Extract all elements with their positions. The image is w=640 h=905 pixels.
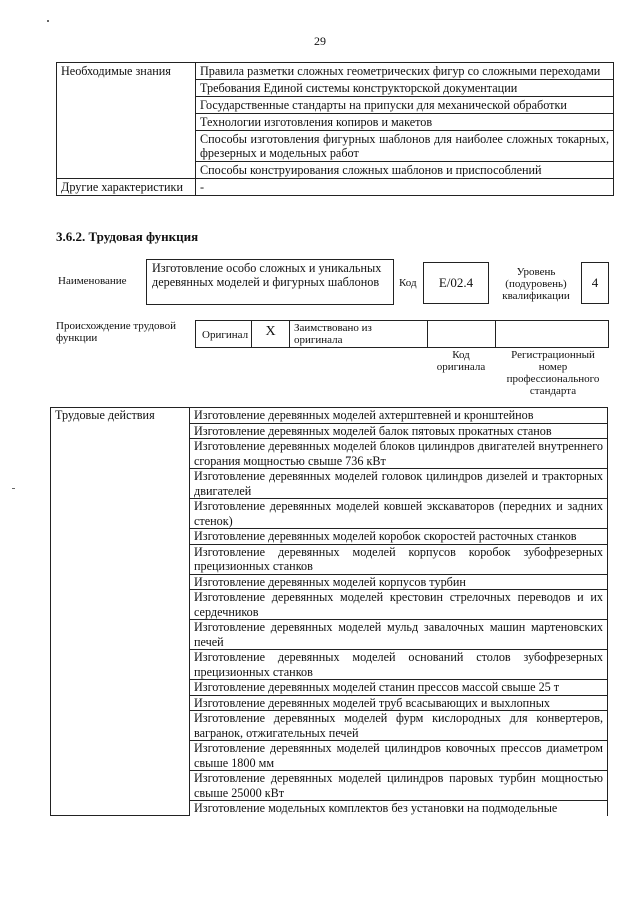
labor-action-item: Изготовление деревянных моделей станин прессов массой свыше 25 т bbox=[190, 680, 608, 696]
reg-number-caption: Регистрационный номер профессионального стандарта bbox=[506, 349, 600, 397]
labor-action-item: Изготовление деревянных моделей цилиндров паровых турбин мощностью свыше 25000 кВт bbox=[190, 771, 608, 801]
name-label: Наименование bbox=[58, 275, 127, 287]
labor-action-item: Изготовление деревянных моделей мульд завалочных машин мартеновских печей bbox=[190, 620, 608, 650]
labor-actions-table bbox=[50, 407, 608, 816]
labor-actions-label: Трудовые действия bbox=[51, 408, 190, 816]
level-label: Уровень (подуровень) квалификации bbox=[502, 266, 570, 302]
labor-action-item: Изготовление деревянных моделей коробок скоростей расточных станков bbox=[190, 529, 608, 545]
origin-label: Происхождение трудовой функции bbox=[56, 320, 177, 344]
required-knowledge-label: Необходимые знания bbox=[57, 63, 196, 179]
labor-action-item: Изготовление деревянных моделей корпусов коробок зубофрезерных прецизионных станков bbox=[190, 544, 608, 574]
labor-action-item: Изготовление деревянных моделей оснований столов зубофрезерных прецизионных станков bbox=[190, 650, 608, 680]
labor-action-item: Изготовление деревянных моделей корпусов турбин bbox=[190, 574, 608, 590]
labor-action-item: Изготовление деревянных моделей головок цилиндров дизелей и тракторных двигателей bbox=[190, 469, 608, 499]
labor-action-item: Изготовление деревянных моделей цилиндров ковочных прессов диаметром свыше 1800 мм bbox=[190, 741, 608, 771]
knowledge-row bbox=[57, 63, 614, 80]
origin-row bbox=[195, 320, 609, 348]
scan-mark bbox=[47, 20, 49, 22]
scan-mark bbox=[12, 488, 15, 489]
knowledge-item: Правила разметки сложных геометрических фигур со сложными переходами bbox=[196, 63, 614, 80]
section-title: 3.6.2. Трудовая функция bbox=[56, 229, 199, 244]
function-code: E/02.4 bbox=[423, 262, 489, 304]
knowledge-item: Технологии изготовления копиров и макетов bbox=[196, 114, 614, 131]
labor-action-item: Изготовление деревянных моделей блоков цилиндров двигателей внутреннего сгорания мощностью свыше 736 кВт bbox=[190, 439, 608, 469]
other-characteristics-label: Другие характеристики bbox=[57, 179, 196, 196]
labor-action-item: Изготовление деревянных моделей ковшей экскаваторов (передних и задних стенок) bbox=[190, 499, 608, 529]
reg-number-cell bbox=[495, 320, 609, 348]
knowledge-item: Требования Единой системы конструкторской документации bbox=[196, 80, 614, 97]
other-characteristics-row bbox=[57, 179, 614, 196]
function-name: Изготовление особо сложных и уникальных деревянных моделей и фигурных шаблонов bbox=[146, 259, 394, 305]
knowledge-item: Государственные стандарты на припуски для механической обработки bbox=[196, 97, 614, 114]
labor-action-item: Изготовление деревянных моделей балок пятовых прокатных станов bbox=[190, 423, 608, 439]
labor-action-item: Изготовление деревянных моделей труб всасывающих и выхлопных bbox=[190, 695, 608, 711]
knowledge-item: Способы изготовления фигурных шаблонов для наиболее сложных токарных, фрезерных и модельных работ bbox=[196, 131, 614, 162]
code-label: Код bbox=[399, 277, 417, 289]
labor-action-item: Изготовление деревянных моделей фурм кислородных для конвертеров, вагранок, отжигательных печей bbox=[190, 711, 608, 741]
labor-action-item: Изготовление модельных комплектов без установки на подмодельные bbox=[190, 801, 608, 816]
borrowed-label: Заимствовано из оригинала bbox=[289, 320, 427, 348]
origin-code-cell bbox=[427, 320, 495, 348]
page-number: 29 bbox=[314, 34, 326, 48]
knowledge-table bbox=[56, 62, 614, 196]
labor-action-item: Изготовление деревянных моделей крестовин стрелочных переводов и их сердечников bbox=[190, 590, 608, 620]
labor-action-row bbox=[51, 408, 608, 424]
other-characteristics-value: - bbox=[196, 179, 614, 196]
knowledge-item: Способы конструирования сложных шаблонов и приспособлений bbox=[196, 162, 614, 179]
origin-code-caption: Код оригинала bbox=[436, 349, 486, 373]
original-mark: X bbox=[251, 320, 289, 348]
labor-action-item: Изготовление деревянных моделей ахтерштевней и кронштейнов bbox=[190, 408, 608, 424]
qualification-level: 4 bbox=[581, 262, 609, 304]
original-label: Оригинал bbox=[195, 320, 251, 348]
